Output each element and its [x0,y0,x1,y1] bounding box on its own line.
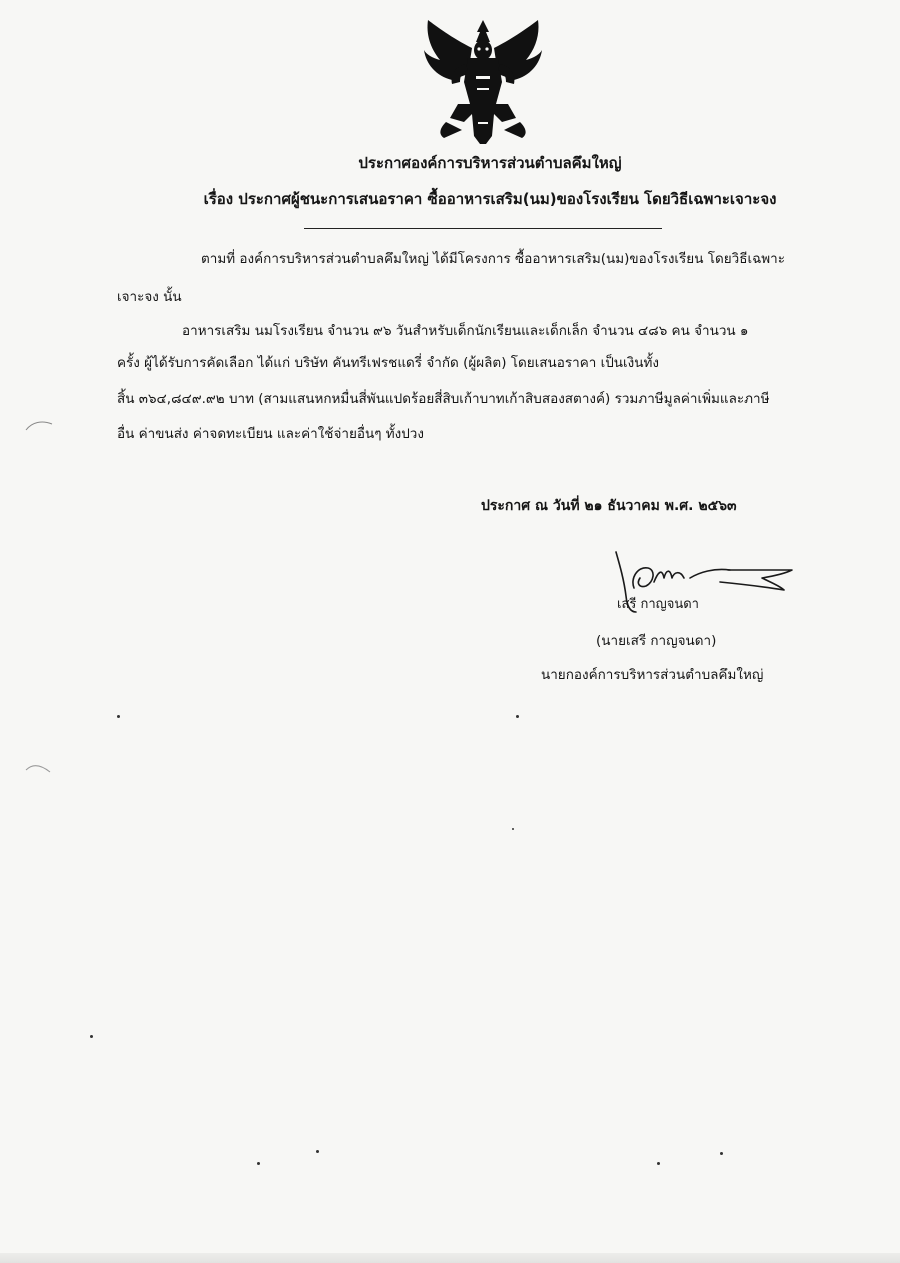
scan-speck [90,1035,93,1038]
signature-name: เสรี กาญจนดา [617,597,699,612]
scan-speck [316,1150,319,1153]
body-line-5: สิ้น ๓๖๔,๘๔๙.๙๒ บาท (สามแสนหกหมื่นสี่พันแปดร้อยสี่สิบเก้าบาทเก้าสิบสองสตางค์) รวมภาษีมูลค่าเพิ่มและภาษี [117,391,770,407]
scan-speck [657,1162,660,1165]
signer-position: นายกองค์การบริหารส่วนตำบลคึมใหญ่ [541,667,764,683]
scan-speck [512,828,514,830]
scan-speck [720,1152,723,1155]
body-line-3: อาหารเสริม นมโรงเรียน จำนวน ๙๖ วันสำหรับเด็กนักเรียนและเด็กเล็ก จำนวน ๔๘๖ คน จำนวน ๑ [182,323,749,339]
scan-speck [516,715,519,718]
announcement-subject: เรื่อง ประกาศผู้ชนะการเสนอราคา ซื้ออาหารเสริม(นม)ของโรงเรียน โดยวิธีเฉพาะเจาะจง [203,190,777,208]
scan-speck [257,1162,260,1165]
scan-speck [117,715,120,718]
body-line-6: อื่น ค่าขนส่ง ค่าจดทะเบียน และค่าใช้จ่ายอื่นๆ ทั้งปวง [117,426,424,442]
scan-artifact [24,418,54,432]
announcement-header: ประกาศองค์การบริหารส่วนตำบลคึมใหญ่ [358,154,622,172]
scan-artifact [24,760,54,774]
divider-line [304,228,662,229]
page-bottom-edge [0,1253,900,1263]
announcement-date: ประกาศ ณ วันที่ ๒๑ ธันวาคม พ.ศ. ๒๕๖๓ [481,498,737,514]
body-line-1: ตามที่ องค์การบริหารส่วนตำบลคึมใหญ่ ได้มีโครงการ ซื้ออาหารเสริม(นม)ของโรงเรียน โดยวิธีเฉพาะ [201,251,786,267]
body-line-2: เจาะจง นั้น [117,289,182,305]
garuda-emblem-icon [422,18,544,146]
body-line-4: ครั้ง ผู้ได้รับการคัดเลือก ได้แก่ บริษัท คันทรีเฟรชแดรี่ จำกัด (ผู้ผลิต) โดยเสนอราคา เป็นเงินทั้ง [117,355,659,371]
signer-full-name: (นายเสรี กาญจนดา) [596,633,717,649]
